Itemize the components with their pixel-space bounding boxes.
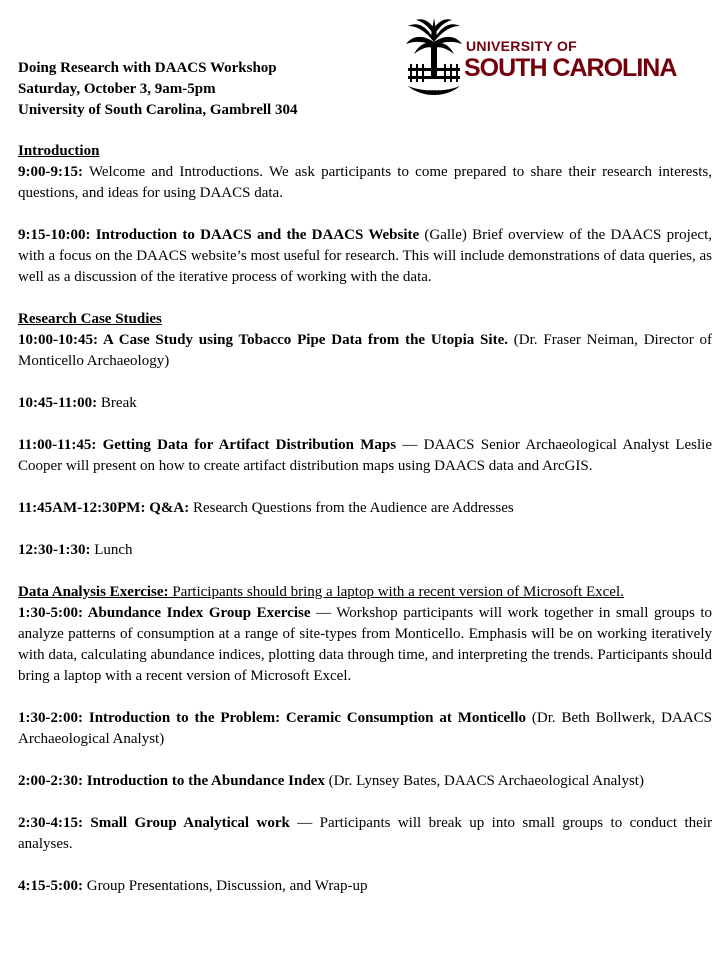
logo-line-2: SOUTH CAROLINA (464, 54, 677, 82)
item-title: 2:00-2:30: Introduction to the Abundance Index (18, 773, 325, 789)
exercise-heading-note: Participants should bring a laptop with a recent version of Microsoft Excel. (168, 584, 624, 600)
schedule-item (18, 603, 712, 687)
item-text: Break (97, 395, 137, 411)
schedule-item (18, 225, 712, 288)
item-text: (Dr. Lynsey Bates, DAACS Archaeological Analyst) (324, 773, 644, 789)
item-title: 2:30-4:15: Small Group Analytical work (18, 815, 290, 831)
item-title: 1:30-2:00: Introduction to the Problem: Ceramic Consumption at Monticello (18, 710, 527, 726)
schedule-item (18, 498, 712, 519)
schedule-item (18, 162, 712, 204)
item-time: 4:15-5:00: (18, 878, 83, 894)
item-text: Research Questions from the Audience are Addresses (189, 500, 514, 516)
item-time: 9:00-9:15: (18, 164, 83, 180)
item-text: — Workshop participants will work together in small groups to analyze patterns of consumption at a range of site-types from Monticello. Emphasis will be on working iteratively with data, calculating abundance indices, plotting data through time, and interpreting the trends. Participants should bring a laptop with a recent version of Microsoft Excel. (18, 605, 712, 684)
schedule-item (18, 708, 712, 750)
item-text: — Participants will break up into small groups to conduct their analyses. (18, 815, 712, 852)
item-text: Lunch (90, 542, 133, 558)
item-title: 11:45AM-12:30PM: Q&A: (18, 500, 190, 516)
workshop-date: Saturday, October 3, 9am-5pm (18, 81, 216, 97)
item-text: — DAACS Senior Archaeological Analyst Leslie Cooper will present on how to create artifact distribution maps using DAACS data and ArcGIS. (18, 437, 712, 474)
schedule-item (18, 540, 712, 561)
item-title: 9:15-10:00: Introduction to DAACS and the DAACS Website (18, 227, 420, 243)
workshop-location: University of South Carolina, Gambrell 304 (18, 102, 298, 118)
item-text: Group Presentations, Discussion, and Wrap-up (82, 878, 368, 894)
intro-section (18, 141, 712, 204)
schedule-item (18, 813, 712, 855)
item-title: 10:00-10:45: A Case Study using Tobacco Pipe Data from the Utopia Site. (18, 332, 508, 348)
schedule (18, 141, 712, 918)
exercise-heading: Data Analysis Exercise: (18, 584, 169, 600)
item-time: 10:45-11:00: (18, 395, 98, 411)
logo-line-1: UNIVERSITY OF (466, 38, 577, 54)
item-title: 1:30-5:00: Abundance Index Group Exercise (18, 605, 311, 621)
workshop-header (18, 58, 297, 121)
item-text: (Dr. Fraser Neiman, Director of Monticello Archaeology) (18, 332, 712, 369)
schedule-item (18, 435, 712, 477)
schedule-item (18, 330, 712, 372)
item-time: 12:30-1:30: (18, 542, 91, 558)
exercise-section (18, 582, 712, 687)
case-studies-section (18, 309, 712, 372)
section-heading-exercise (18, 582, 712, 603)
workshop-title: Doing Research with DAACS Workshop (18, 60, 277, 76)
item-text: (Galle) Brief overview of the DAACS project, with a focus on the DAACS website’s most useful for research. This will include demonstrations of data queries, as well as a discussion of the iterative process of working with the data. (18, 227, 713, 285)
schedule-item (18, 393, 712, 414)
item-text: Welcome and Introductions. We ask participants to come prepared to share their research interests, questions, and ideas for using DAACS data. (18, 164, 712, 201)
schedule-item (18, 876, 712, 897)
section-heading-introduction: Introduction (18, 143, 100, 159)
schedule-item (18, 771, 712, 792)
item-title: 11:00-11:45: Getting Data for Artifact Distribution Maps (18, 437, 397, 453)
palmetto-seal-icon (404, 14, 464, 100)
seal-year: 1801 (428, 90, 440, 96)
section-heading-case-studies: Research Case Studies (18, 311, 162, 327)
university-logo (404, 14, 704, 100)
item-text: (Dr. Beth Bollwerk, DAACS Archaeological Analyst) (18, 710, 713, 747)
